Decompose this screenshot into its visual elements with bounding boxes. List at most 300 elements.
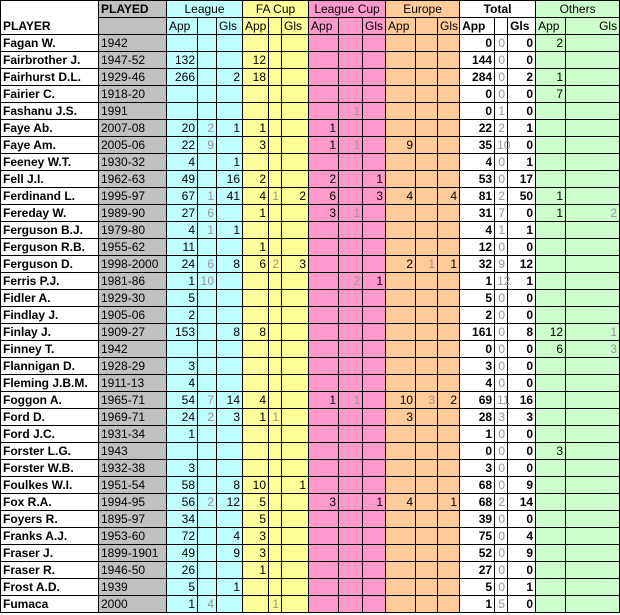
- lc-app-cell: [309, 222, 339, 239]
- total-app-cell: 75: [460, 528, 495, 545]
- lc-app-cell: 1: [309, 120, 339, 137]
- fa-app-cell: 6: [243, 256, 269, 273]
- total-gls-cell: 0: [508, 86, 536, 103]
- lc-subs-cell: [339, 511, 363, 528]
- player-name: Fox R.A.: [1, 494, 99, 511]
- others-app-cell: [536, 494, 566, 511]
- eu-gls-cell: [438, 545, 460, 562]
- lc-gls-cell: [363, 596, 386, 613]
- fa-subs-cell: [269, 528, 282, 545]
- league-gls-cell: 9: [217, 545, 243, 562]
- total-subs-cell: 0: [495, 426, 508, 443]
- total-subs-cell: 0: [495, 307, 508, 324]
- league-app-cell: 20: [167, 120, 198, 137]
- total-subs-cell: 0: [495, 528, 508, 545]
- eu-gls-cell: [438, 562, 460, 579]
- played-years: 1969-71: [99, 409, 167, 426]
- eu-app-cell: [386, 579, 416, 596]
- lc-gls-cell: [363, 137, 386, 154]
- lc-gls-cell: [363, 307, 386, 324]
- fa-subs-cell: 1: [269, 596, 282, 613]
- played-years: 1929-46: [99, 69, 167, 86]
- table-row: [1, 222, 620, 239]
- fa-app-cell: 10: [243, 477, 269, 494]
- lc-app-cell: [309, 239, 339, 256]
- fa-subs-cell: [269, 52, 282, 69]
- league-app-cell: 67: [167, 188, 198, 205]
- others-app-cell: [536, 256, 566, 273]
- league-gls-cell: 14: [217, 392, 243, 409]
- lc-subs-cell: 2: [339, 273, 363, 290]
- league-subs-cell: 9: [198, 137, 217, 154]
- fa-gls-cell: [282, 222, 309, 239]
- eu-gls-cell: [438, 273, 460, 290]
- eu-subs-cell: [416, 460, 438, 477]
- fa-gls-cell: [282, 171, 309, 188]
- table-row: [1, 35, 620, 52]
- others-app-cell: [536, 579, 566, 596]
- fa-subs-cell: 1: [269, 409, 282, 426]
- others-app-cell: [536, 460, 566, 477]
- others-gls-cell: [566, 154, 620, 171]
- eu-subs-cell: [416, 409, 438, 426]
- league-gls-cell: [217, 443, 243, 460]
- eu-gls-cell: [438, 324, 460, 341]
- fa-gls-cell: [282, 375, 309, 392]
- league-subs-cell: [198, 511, 217, 528]
- league-gls-cell: 41: [217, 188, 243, 205]
- eu-app-cell: 10: [386, 392, 416, 409]
- played-years: 1994-95: [99, 494, 167, 511]
- league-subs-cell: 4: [198, 596, 217, 613]
- league-app-cell: 4: [167, 375, 198, 392]
- lc-gls-cell: [363, 154, 386, 171]
- eu-gls-cell: [438, 596, 460, 613]
- fa-app-cell: [243, 341, 269, 358]
- fa-app-cell: 1: [243, 409, 269, 426]
- lc-subs-cell: 1: [339, 392, 363, 409]
- league-cup-group-header: League Cup: [309, 1, 386, 18]
- league-app-cell: 34: [167, 511, 198, 528]
- others-app-cell: [536, 137, 566, 154]
- others-app-cell: 12: [536, 324, 566, 341]
- player-name: Ferdinand L.: [1, 188, 99, 205]
- fa-subs-cell: [269, 205, 282, 222]
- others-app-cell: [536, 52, 566, 69]
- lc-subs-cell: [339, 579, 363, 596]
- played-years: 2007-08: [99, 120, 167, 137]
- lc-app-cell: [309, 409, 339, 426]
- lc-subs-cell: [339, 324, 363, 341]
- total-subs-cell: 0: [495, 545, 508, 562]
- league-gls-cell: [217, 358, 243, 375]
- total-gls-cell: 4: [508, 528, 536, 545]
- total-app-cell: 0: [460, 35, 495, 52]
- table-row: [1, 154, 620, 171]
- league-app-cell: 56: [167, 494, 198, 511]
- total-gls-cell: 0: [508, 562, 536, 579]
- total-app-cell: 5: [460, 290, 495, 307]
- others-app-cell: [536, 409, 566, 426]
- eu-subs-cell: [416, 154, 438, 171]
- total-app-cell: 81: [460, 188, 495, 205]
- lc-app-cell: [309, 341, 339, 358]
- fa-gls-cell: [282, 443, 309, 460]
- eu-subs-cell: [416, 545, 438, 562]
- eu-gls-cell: [438, 443, 460, 460]
- total-app-cell: 53: [460, 171, 495, 188]
- total-app-cell: 4: [460, 154, 495, 171]
- others-app-header: App: [536, 18, 566, 35]
- fa-gls-header: Gls: [282, 18, 309, 35]
- total-gls-cell: 0: [508, 35, 536, 52]
- league-gls-cell: [217, 205, 243, 222]
- league-gls-cell: 1: [217, 579, 243, 596]
- lc-subs-cell: [339, 545, 363, 562]
- league-app-cell: 4: [167, 222, 198, 239]
- lc-gls-cell: [363, 358, 386, 375]
- table-row: [1, 494, 620, 511]
- lc-gls-cell: [363, 103, 386, 120]
- fa-app-cell: 4: [243, 392, 269, 409]
- played-years: 1998-2000: [99, 256, 167, 273]
- lc-subs-cell: [339, 69, 363, 86]
- lc-app-cell: [309, 596, 339, 613]
- fa-gls-cell: [282, 137, 309, 154]
- lc-gls-cell: [363, 324, 386, 341]
- league-gls-cell: [217, 290, 243, 307]
- league-gls-cell: 1: [217, 222, 243, 239]
- fa-app-cell: [243, 460, 269, 477]
- fa-gls-cell: [282, 154, 309, 171]
- player-name: Ford J.C.: [1, 426, 99, 443]
- fa-subs-cell: [269, 545, 282, 562]
- lc-gls-cell: [363, 443, 386, 460]
- others-app-cell: [536, 562, 566, 579]
- player-name: Forster L.G.: [1, 443, 99, 460]
- fa-gls-cell: [282, 341, 309, 358]
- league-subs-cell: [198, 375, 217, 392]
- fa-subs-cell: [269, 171, 282, 188]
- fa-subs-cell: [269, 494, 282, 511]
- total-gls-cell: 1: [508, 154, 536, 171]
- eu-subs-cell: [416, 307, 438, 324]
- total-app-cell: 35: [460, 137, 495, 154]
- eu-subs-cell: [416, 341, 438, 358]
- table-row: [1, 256, 620, 273]
- lc-app-cell: [309, 358, 339, 375]
- total-subs-cell: 0: [495, 511, 508, 528]
- lc-gls-cell: [363, 69, 386, 86]
- player-name: Ferguson R.B.: [1, 239, 99, 256]
- league-app-cell: 24: [167, 256, 198, 273]
- eu-app-cell: [386, 511, 416, 528]
- total-subs-cell: 0: [495, 171, 508, 188]
- total-app-cell: 52: [460, 545, 495, 562]
- total-subs-cell: 0: [495, 477, 508, 494]
- player-header: PLAYER: [1, 1, 99, 35]
- league-gls-cell: [217, 511, 243, 528]
- lc-subs-cell: [339, 188, 363, 205]
- total-subs-cell: 0: [495, 239, 508, 256]
- eu-subs-cell: [416, 290, 438, 307]
- lc-subs-cell: [339, 52, 363, 69]
- eu-subs-cell: [416, 426, 438, 443]
- table-row: [1, 528, 620, 545]
- player-name: Faye Ab.: [1, 120, 99, 137]
- lc-subs-cell: [339, 86, 363, 103]
- total-app-cell: 144: [460, 52, 495, 69]
- total-gls-cell: 14: [508, 494, 536, 511]
- league-app-cell: 1: [167, 596, 198, 613]
- lc-gls-cell: [363, 35, 386, 52]
- league-app-cell: 5: [167, 579, 198, 596]
- lc-gls-cell: [363, 528, 386, 545]
- lc-gls-header: Gls: [363, 18, 386, 35]
- league-gls-cell: [217, 137, 243, 154]
- fa-app-cell: [243, 579, 269, 596]
- others-app-cell: [536, 477, 566, 494]
- league-app-cell: 49: [167, 545, 198, 562]
- league-app-cell: 22: [167, 137, 198, 154]
- eu-subs-cell: [416, 596, 438, 613]
- total-gls-cell: 1: [508, 579, 536, 596]
- played-years: 1905-06: [99, 307, 167, 324]
- table-row: [1, 120, 620, 137]
- fa-subs-cell: 1: [269, 188, 282, 205]
- table-row: [1, 103, 620, 120]
- eu-subs-cell: [416, 52, 438, 69]
- league-app-cell: 3: [167, 358, 198, 375]
- lc-gls-cell: [363, 426, 386, 443]
- lc-app-cell: [309, 375, 339, 392]
- others-app-cell: [536, 290, 566, 307]
- league-subs-cell: [198, 528, 217, 545]
- league-app-cell: 26: [167, 562, 198, 579]
- others-gls-cell: [566, 239, 620, 256]
- played-years: 1995-97: [99, 188, 167, 205]
- player-rows: [1, 35, 620, 613]
- fa-app-cell: [243, 290, 269, 307]
- others-app-cell: 2: [536, 35, 566, 52]
- others-gls-cell: [566, 460, 620, 477]
- others-app-cell: 3: [536, 443, 566, 460]
- fa-gls-cell: [282, 324, 309, 341]
- league-subs-cell: [198, 154, 217, 171]
- eu-subs-cell: [416, 35, 438, 52]
- table-row: [1, 477, 620, 494]
- lc-gls-cell: [363, 120, 386, 137]
- league-subs-cell: 6: [198, 256, 217, 273]
- league-subs-cell: [198, 426, 217, 443]
- lc-subs-cell: [339, 341, 363, 358]
- league-gls-cell: [217, 375, 243, 392]
- eu-app-cell: [386, 205, 416, 222]
- table-row: [1, 290, 620, 307]
- eu-subs-cell: [416, 103, 438, 120]
- eu-app-cell: [386, 562, 416, 579]
- league-gls-cell: 16: [217, 171, 243, 188]
- others-app-cell: [536, 120, 566, 137]
- others-app-cell: [536, 511, 566, 528]
- lc-gls-cell: [363, 256, 386, 273]
- lc-app-cell: [309, 256, 339, 273]
- fa-app-cell: 3: [243, 137, 269, 154]
- fa-gls-cell: [282, 426, 309, 443]
- player-name: Forster W.B.: [1, 460, 99, 477]
- total-app-cell: 4: [460, 222, 495, 239]
- eu-app-cell: [386, 69, 416, 86]
- league-gls-cell: [217, 460, 243, 477]
- table-row: [1, 545, 620, 562]
- lc-app-cell: [309, 511, 339, 528]
- lc-gls-cell: 1: [363, 494, 386, 511]
- played-years: 1909-27: [99, 324, 167, 341]
- fa-app-cell: [243, 443, 269, 460]
- others-gls-cell: [566, 171, 620, 188]
- total-subs-cell: 12: [495, 273, 508, 290]
- league-subs-cell: [198, 545, 217, 562]
- league-app-cell: [167, 341, 198, 358]
- lc-app-cell: 3: [309, 205, 339, 222]
- table-row: [1, 86, 620, 103]
- fa-subs-cell: [269, 35, 282, 52]
- fa-subs-cell: [269, 341, 282, 358]
- eu-subs-cell: [416, 137, 438, 154]
- eu-app-cell: [386, 154, 416, 171]
- fa-subs-cell: [269, 324, 282, 341]
- lc-subs-cell: 1: [339, 137, 363, 154]
- league-subs-cell: [198, 290, 217, 307]
- total-gls-cell: 0: [508, 341, 536, 358]
- league-subs-cell: [198, 239, 217, 256]
- fa-spacer: [269, 18, 282, 35]
- others-gls-cell: [566, 494, 620, 511]
- league-gls-cell: [217, 562, 243, 579]
- others-gls-cell: [566, 222, 620, 239]
- played-years: 1942: [99, 35, 167, 52]
- total-app-cell: 28: [460, 409, 495, 426]
- total-subs-cell: 7: [495, 205, 508, 222]
- total-app-cell: 3: [460, 358, 495, 375]
- lc-gls-cell: [363, 511, 386, 528]
- fa-cup-group-header: FA Cup: [243, 1, 309, 18]
- fa-gls-cell: [282, 103, 309, 120]
- eu-gls-cell: [438, 358, 460, 375]
- fa-subs-cell: [269, 511, 282, 528]
- lc-subs-cell: [339, 477, 363, 494]
- total-gls-cell: 0: [508, 596, 536, 613]
- eu-subs-cell: [416, 273, 438, 290]
- league-subs-cell: [198, 579, 217, 596]
- total-gls-cell: 1: [508, 222, 536, 239]
- league-gls-cell: 1: [217, 120, 243, 137]
- fa-app-cell: 12: [243, 52, 269, 69]
- fa-app-cell: 3: [243, 528, 269, 545]
- others-gls-cell: [566, 137, 620, 154]
- others-gls-cell: [566, 392, 620, 409]
- table-row: [1, 69, 620, 86]
- eu-gls-cell: [438, 528, 460, 545]
- eu-gls-cell: [438, 341, 460, 358]
- total-subs-cell: 0: [495, 341, 508, 358]
- others-gls-cell: [566, 511, 620, 528]
- league-app-cell: 27: [167, 205, 198, 222]
- others-app-cell: [536, 545, 566, 562]
- eu-subs-cell: [416, 86, 438, 103]
- fa-subs-cell: [269, 443, 282, 460]
- played-years: 1965-71: [99, 392, 167, 409]
- league-subs-cell: 1: [198, 188, 217, 205]
- lc-subs-cell: 1: [339, 205, 363, 222]
- fa-app-cell: 1: [243, 239, 269, 256]
- lc-app-cell: [309, 52, 339, 69]
- eu-app-cell: [386, 324, 416, 341]
- fa-app-cell: [243, 375, 269, 392]
- lc-gls-cell: 1: [363, 273, 386, 290]
- lc-app-cell: [309, 460, 339, 477]
- fa-app-cell: 5: [243, 494, 269, 511]
- table-row: [1, 426, 620, 443]
- played-years: 1989-90: [99, 205, 167, 222]
- total-gls-cell: 0: [508, 239, 536, 256]
- others-gls-cell: [566, 86, 620, 103]
- lc-app-cell: [309, 86, 339, 103]
- fa-subs-cell: [269, 137, 282, 154]
- total-app-cell: 0: [460, 443, 495, 460]
- player-name: Fereday W.: [1, 205, 99, 222]
- fa-app-cell: 3: [243, 545, 269, 562]
- others-gls-cell: [566, 579, 620, 596]
- fa-app-cell: 1: [243, 562, 269, 579]
- eu-gls-cell: [438, 290, 460, 307]
- others-app-cell: [536, 103, 566, 120]
- lc-gls-cell: [363, 205, 386, 222]
- total-app-cell: 1: [460, 426, 495, 443]
- total-spacer: [495, 18, 508, 35]
- fa-app-cell: 18: [243, 69, 269, 86]
- league-gls-cell: [217, 239, 243, 256]
- eu-gls-cell: [438, 171, 460, 188]
- lc-app-cell: [309, 545, 339, 562]
- fa-gls-cell: [282, 52, 309, 69]
- player-name: Finlay J.: [1, 324, 99, 341]
- lc-app-header: App: [309, 18, 339, 35]
- league-app-cell: 11: [167, 239, 198, 256]
- others-gls-cell: [566, 358, 620, 375]
- table-row: [1, 239, 620, 256]
- league-subs-cell: 2: [198, 494, 217, 511]
- eu-subs-cell: [416, 477, 438, 494]
- eu-app-cell: [386, 545, 416, 562]
- player-name: Fairier C.: [1, 86, 99, 103]
- lc-app-cell: [309, 477, 339, 494]
- played-years: 1929-30: [99, 290, 167, 307]
- played-header: PLAYED: [99, 1, 167, 18]
- eu-app-cell: [386, 307, 416, 324]
- table-row: [1, 52, 620, 69]
- league-subs-cell: [198, 324, 217, 341]
- fa-app-cell: [243, 103, 269, 120]
- league-subs-cell: [198, 443, 217, 460]
- total-app-cell: 3: [460, 460, 495, 477]
- league-app-cell: 54: [167, 392, 198, 409]
- lc-gls-cell: [363, 545, 386, 562]
- total-subs-cell: 0: [495, 460, 508, 477]
- league-app-cell: 49: [167, 171, 198, 188]
- eu-app-cell: 4: [386, 188, 416, 205]
- lc-subs-cell: [339, 256, 363, 273]
